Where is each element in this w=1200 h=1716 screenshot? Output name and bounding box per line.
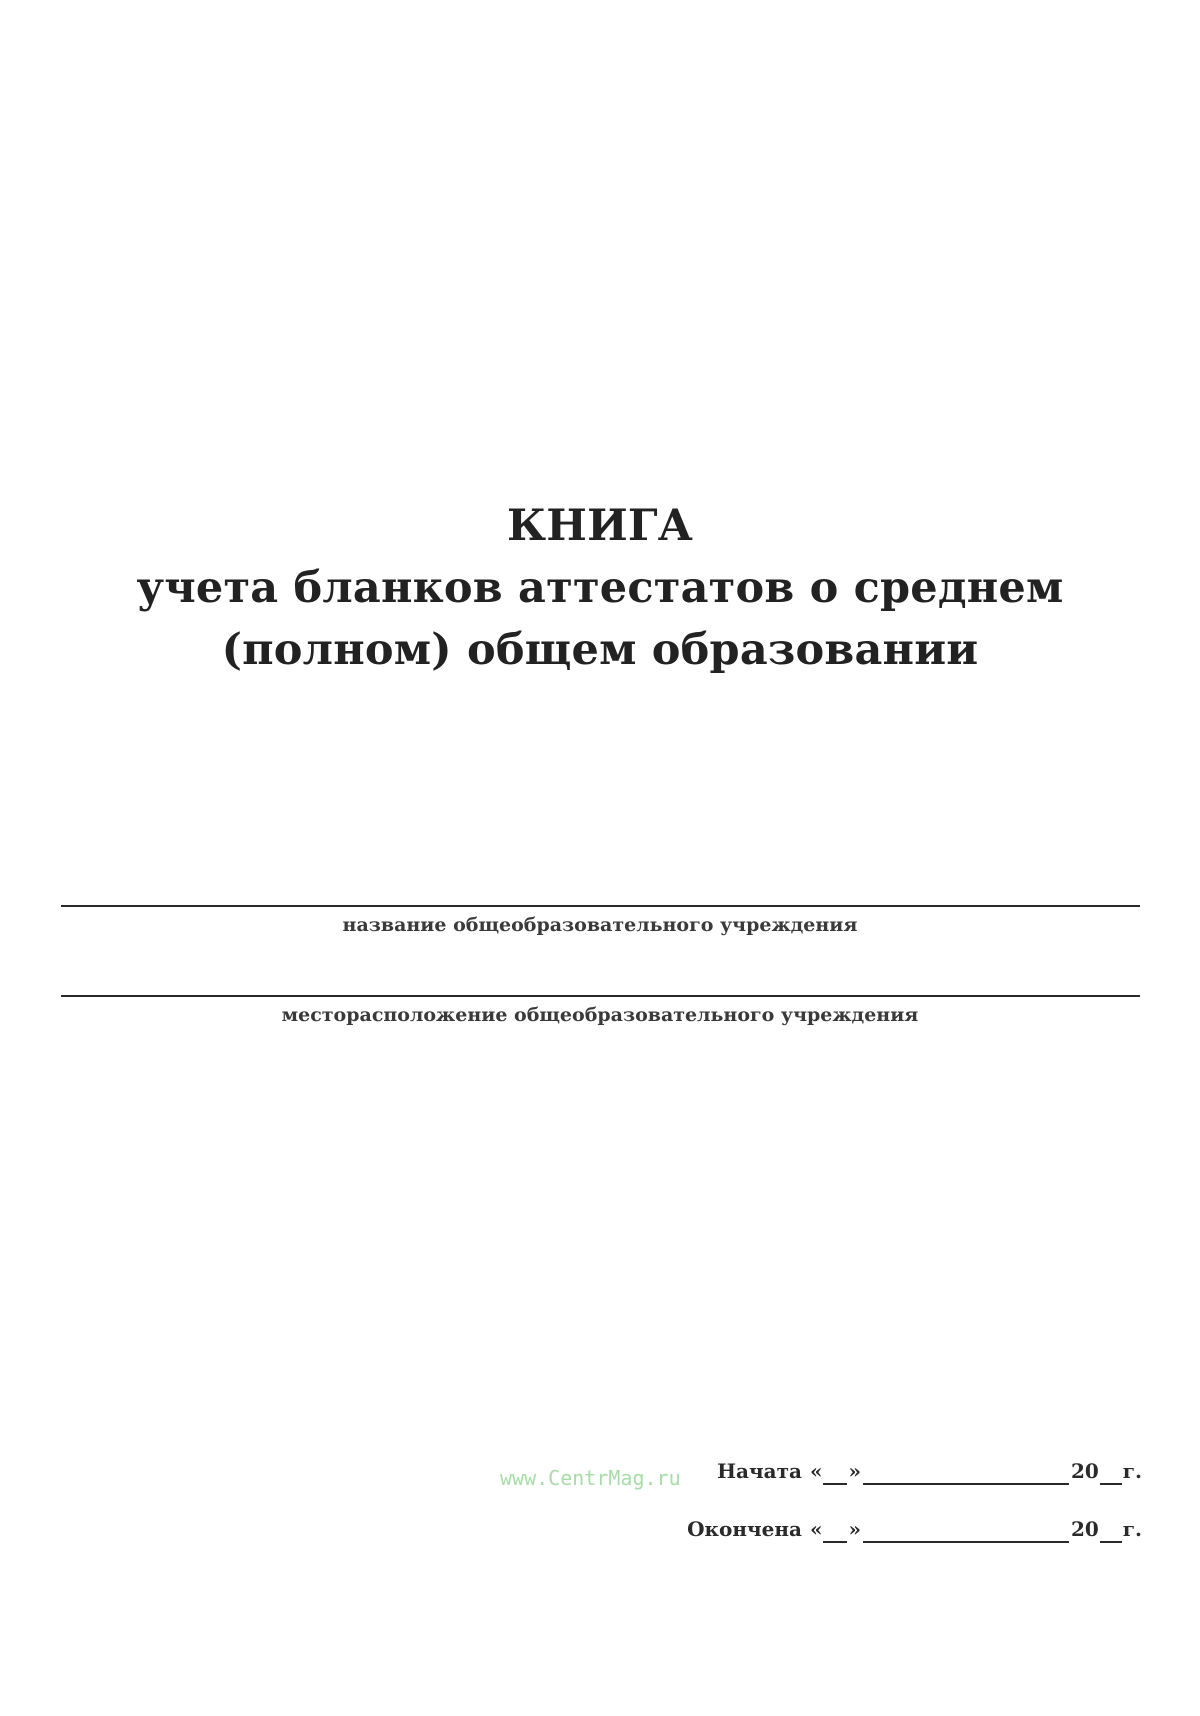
title-line-1: КНИГА	[506, 501, 694, 551]
year-suffix: г.	[1122, 1459, 1142, 1483]
institution-name-caption: название общеобразовательного учреждения	[342, 914, 858, 936]
year-blank	[1100, 1459, 1122, 1485]
close-quote: »	[848, 1517, 861, 1541]
end-date-row	[687, 1517, 1142, 1543]
title-line-3: (полном) общем образовании	[221, 625, 979, 675]
year-prefix: 20	[1070, 1459, 1099, 1483]
year-blank	[1100, 1517, 1122, 1543]
start-date-row	[717, 1459, 1142, 1485]
open-quote: «	[809, 1517, 823, 1541]
year-prefix: 20	[1070, 1517, 1099, 1541]
month-blank	[863, 1459, 1069, 1485]
watermark: www.CentrMag.ru	[500, 1466, 681, 1490]
start-date-label: Начата	[717, 1459, 802, 1483]
institution-name-line	[61, 905, 1140, 907]
month-blank	[863, 1517, 1069, 1543]
institution-location-caption: месторасположение общеобразовательного учреждения	[281, 1004, 919, 1026]
institution-location-line	[61, 995, 1140, 997]
open-quote: «	[809, 1459, 823, 1483]
year-suffix: г.	[1122, 1517, 1142, 1541]
title-line-2: учета бланков аттестатов о среднем	[136, 563, 1064, 613]
close-quote: »	[848, 1459, 861, 1483]
document-title	[0, 495, 1200, 681]
day-blank	[823, 1517, 847, 1543]
end-date-label: Окончена	[687, 1517, 802, 1541]
day-blank	[823, 1459, 847, 1485]
